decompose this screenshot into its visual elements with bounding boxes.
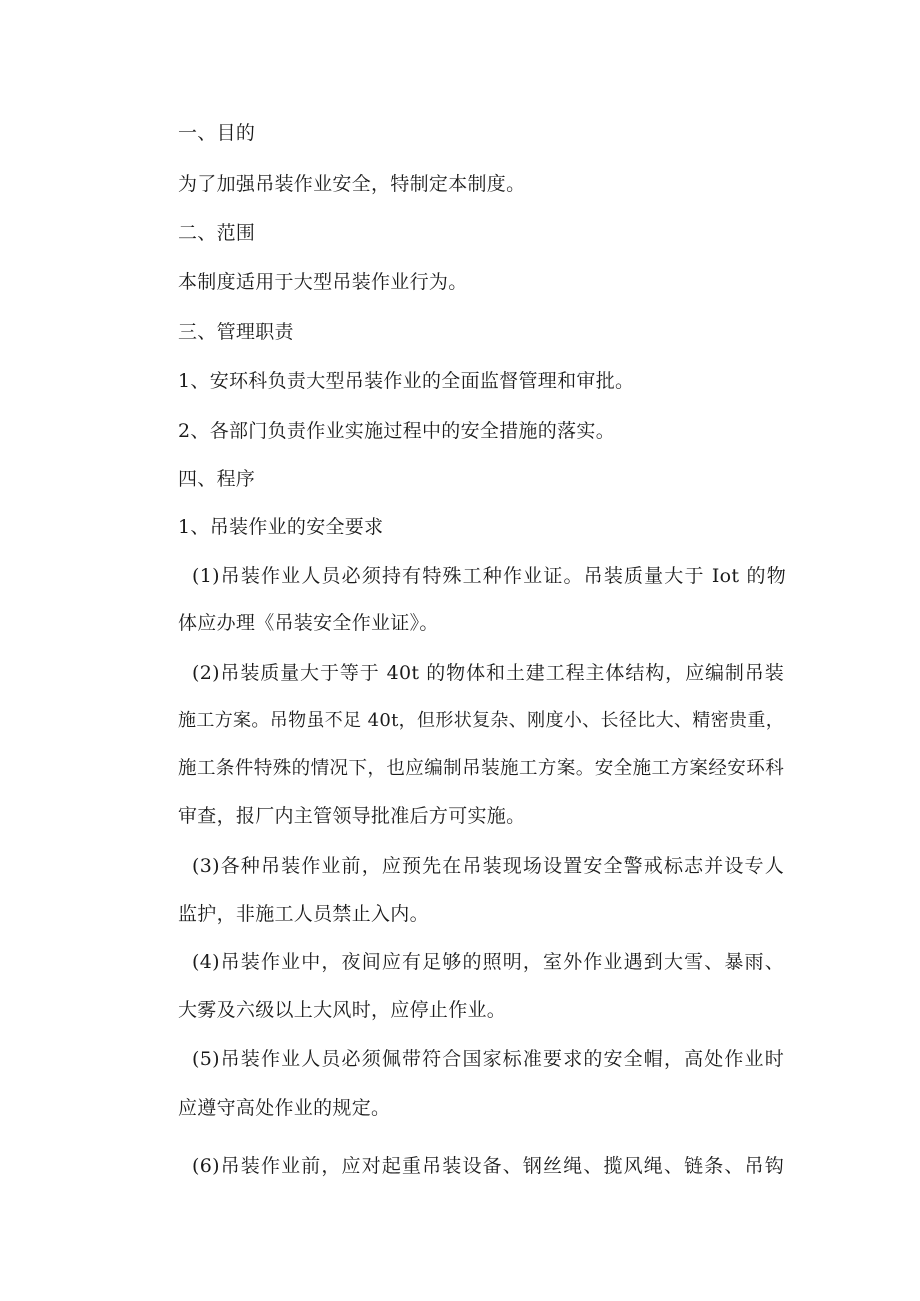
section-heading-procedure: 四、程序 <box>178 468 256 490</box>
clause-line: 大雾及六级以上大风时，应停止作业。 <box>178 999 507 1021</box>
clause-line: 施工方案。吊物虽不足 40t，但形状复杂、刚度小、长径比大、精密贵重， <box>178 710 784 731</box>
clause-line: 审查，报厂内主管领导批准后方可实施。 <box>178 805 526 827</box>
clause-line: (4)吊装作业中，夜间应有足够的照明，室外作业遇到大雪、暴雨、 <box>192 951 784 973</box>
section-heading-purpose: 一、目的 <box>178 122 256 144</box>
section-heading-scope: 二、范围 <box>178 222 256 244</box>
clause-line: 监护，非施工人员禁止入内。 <box>178 903 429 925</box>
clause-line: (2)吊装质量大于等于 40t 的物体和土建工程主体结构，应编制吊装 <box>192 662 784 684</box>
section-body-scope: 本制度适用于大型吊装作业行为。 <box>178 271 468 293</box>
clause-line: (1)吊装作业人员必须持有特殊工种作业证。吊装质量大于 Iot 的物 <box>192 565 786 587</box>
clause-line: (3)各种吊装作业前，应预先在吊装现场设置安全警戒标志并设专人 <box>192 855 784 877</box>
responsibility-item: 1、安环科负责大型吊装作业的全面监督管理和审批。 <box>178 370 635 392</box>
section-heading-responsibilities: 三、管理职责 <box>178 321 294 343</box>
section-body-purpose: 为了加强吊装作业安全，特制定本制度。 <box>178 173 526 195</box>
responsibility-item: 2、各部门负责作业实施过程中的安全措施的落实。 <box>178 420 615 442</box>
clause-line: (5)吊装作业人员必须佩带符合国家标准要求的安全帽，高处作业时 <box>192 1048 784 1070</box>
clause-line: 应遵守高处作业的规定。 <box>178 1097 391 1119</box>
clause-line: 体应办理《吊装安全作业证》。 <box>178 612 439 634</box>
clause-line: 施工条件特殊的情况下，也应编制吊装施工方案。安全施工方案经安环科 <box>178 758 784 779</box>
procedure-subheading: 1、吊装作业的安全要求 <box>178 516 384 538</box>
clause-line: (6)吊装作业前，应对起重吊装设备、钢丝绳、揽风绳、链条、吊钩 <box>192 1155 784 1177</box>
